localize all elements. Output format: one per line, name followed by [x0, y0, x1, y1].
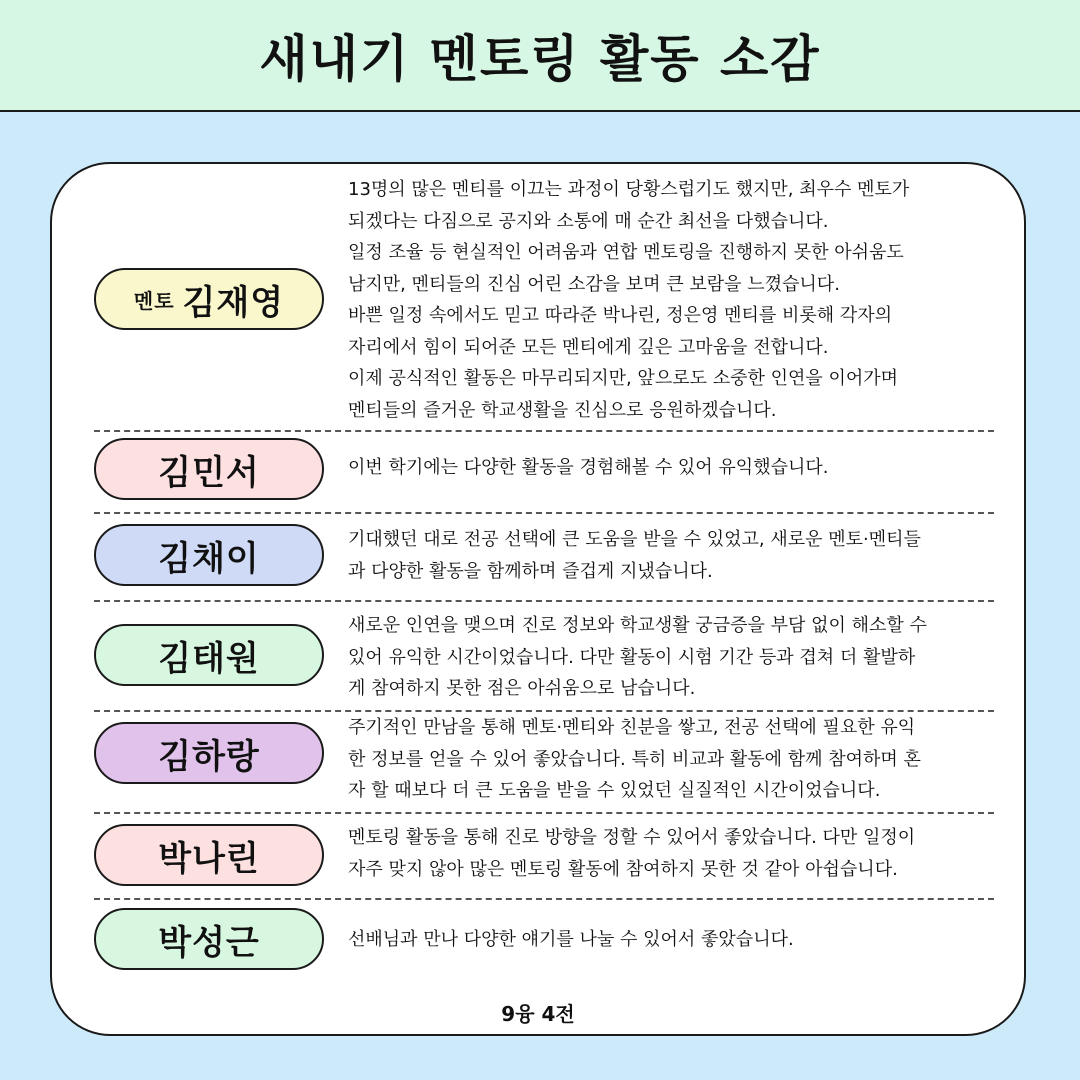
testimonial-card — [50, 162, 1026, 1036]
text-line: 주기적인 만남을 통해 멘토·멘티와 친분을 쌓고, 전공 선택에 필요한 유익 — [348, 717, 916, 738]
entry-name: 김재영 — [182, 282, 285, 323]
entry-text — [348, 524, 998, 587]
footer-label: 9융 4전 — [501, 1002, 575, 1026]
entry-text — [348, 174, 998, 426]
entry — [94, 436, 994, 512]
name-pill — [94, 438, 324, 500]
entry-name: 김태원 — [158, 638, 260, 679]
divider — [94, 512, 994, 514]
text-line: 남지만, 멘티들의 진심 어린 소감을 보며 큰 보람을 느꼈습니다. — [348, 273, 840, 295]
name-pill — [94, 824, 324, 886]
text-line: 게 참여하지 못한 점은 아쉬움으로 남습니다. — [348, 678, 696, 699]
text-line: 기대했던 대로 전공 선택에 큰 도움을 받을 수 있었고, 새로운 멘토·멘티들 — [348, 529, 921, 550]
entry-mentor — [94, 170, 994, 426]
text-line: 멘토링 활동을 통해 진로 방향을 정할 수 있어서 좋았습니다. 다만 일정이 — [348, 827, 916, 848]
text-line: 자 할 때보다 더 큰 도움을 받을 수 있었던 실질적인 시간이었습니다. — [348, 780, 881, 801]
text-line: 일정 조율 등 현실적인 어려움과 연합 멘토링을 진행하지 못한 아쉬움도 — [348, 242, 904, 263]
divider — [94, 898, 994, 900]
entry — [94, 520, 994, 600]
entry-name: 박나린 — [158, 838, 260, 879]
name-pill — [94, 524, 324, 586]
text-line: 되겠다는 다짐으로 공지와 소통에 매 순간 최선을 다했습니다. — [348, 210, 829, 232]
name-pill — [94, 624, 324, 686]
text-line: 자리에서 힘이 되어준 모든 멘티에게 깊은 고마움을 전합니다. — [348, 336, 829, 358]
entry — [94, 904, 994, 978]
entry-name: 김하랑 — [158, 736, 260, 777]
text-line: 있어 유익한 시간이었습니다. 다만 활동이 시험 기간 등과 겹쳐 더 활발하 — [348, 646, 916, 668]
entry — [94, 606, 994, 708]
entry-text — [348, 924, 998, 956]
text-line: 이번 학기에는 다양한 활동을 경험해볼 수 있어 유익했습니다. — [348, 457, 829, 478]
text-line: 자주 맞지 않아 많은 멘토링 활동에 참여하지 못한 것 같아 아쉽습니다. — [348, 858, 898, 880]
text-line: 이제 공식적인 활동은 마무리되지만, 앞으로도 소중한 인연을 이어가며 — [348, 368, 899, 389]
name-pill-mentor — [94, 268, 324, 330]
entry-name: 박성근 — [158, 922, 260, 963]
entry-name: 김채이 — [158, 538, 260, 579]
entry-text — [348, 610, 998, 705]
divider — [94, 812, 994, 814]
entry-text — [348, 822, 998, 885]
text-line: 멘티들의 즐거운 학교생활을 진심으로 응원하겠습니다. — [348, 399, 777, 421]
text-line: 한 정보를 얻을 수 있어 좋았습니다. 특히 비교과 활동에 함께 참여하며 혼 — [348, 748, 921, 770]
page-title: 새내기 멘토링 활동 소감 — [259, 30, 821, 88]
text-line: 바쁜 일정 속에서도 믿고 따라준 박나린, 정은영 멘티를 비롯해 각자의 — [348, 305, 893, 326]
entry-text — [348, 452, 998, 484]
text-line: 새로운 인연을 맺으며 진로 정보와 학교생활 궁금증을 부담 없이 해소할 수 — [348, 615, 927, 636]
text-line: 13명의 많은 멘티를 이끄는 과정이 당황스럽기도 했지만, 최우수 멘토가 — [348, 179, 910, 200]
name-pill — [94, 908, 324, 970]
entry-text — [348, 712, 998, 807]
divider — [94, 600, 994, 602]
entry — [94, 714, 994, 812]
header-banner — [0, 0, 1080, 112]
name-pill — [94, 722, 324, 784]
entry — [94, 818, 994, 896]
text-line: 과 다양한 활동을 함께하며 즐겁게 지냈습니다. — [348, 560, 713, 582]
mentor-label: 멘토 — [133, 288, 175, 313]
text-line: 선배님과 만나 다양한 얘기를 나눌 수 있어서 좋았습니다. — [348, 929, 794, 950]
entry-name: 김민서 — [158, 452, 260, 493]
divider — [94, 430, 994, 432]
